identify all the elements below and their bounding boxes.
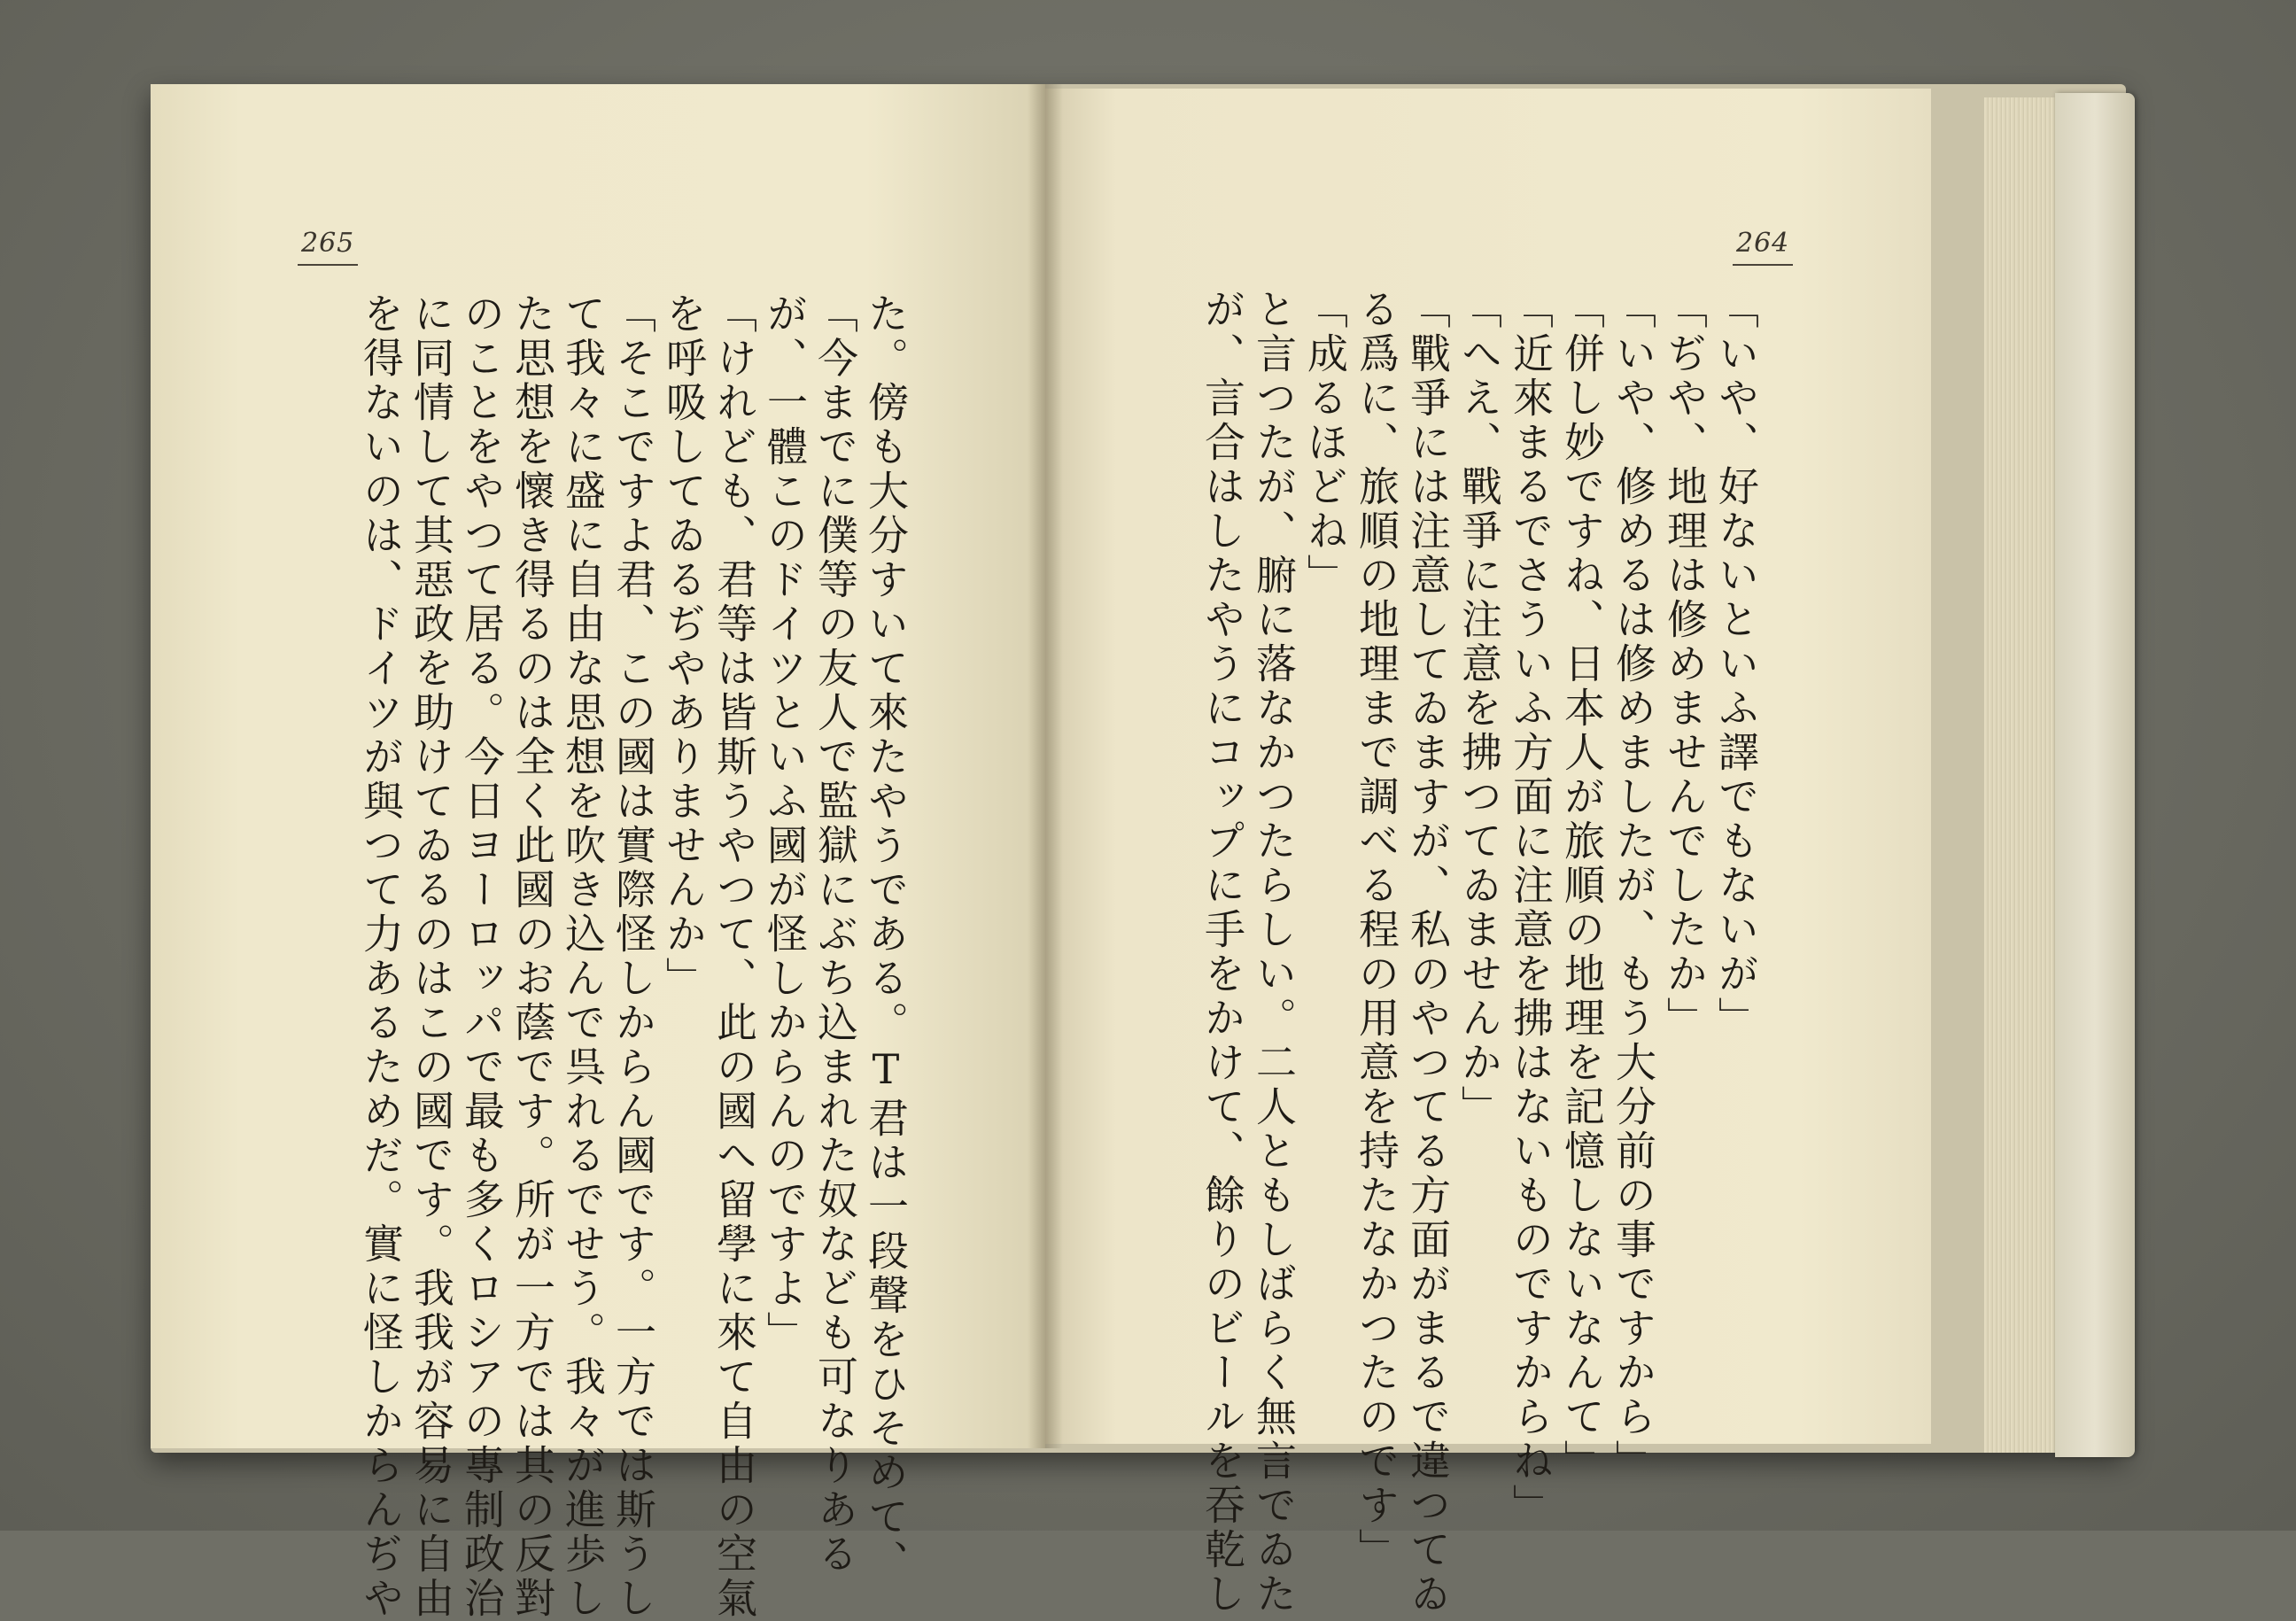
text-line: 「近來まるでさういふ方面に注意を拂はないものですからね」 bbox=[1507, 288, 1555, 1528]
right-page bbox=[1045, 89, 1931, 1617]
back-board bbox=[2055, 93, 2135, 1457]
text-line: た。傍も大分すいて來たやうである。T君は一段聲をひそめて、 bbox=[862, 292, 910, 1584]
text-line: 「いや、修めるは修めましたが、もう大分前の事ですから」 bbox=[1610, 288, 1657, 1484]
text-line: 「戰爭には注意してゐますが、私のやつてる方面がまるで違つてゐ bbox=[1404, 288, 1452, 1617]
right-page-number: 264 bbox=[1736, 228, 1790, 259]
text-line: て我々に盛に自由な思想を吹き込んで呉れるでせう。我々が進歩し bbox=[559, 292, 607, 1621]
text-line: を呼吸してゐるぢやありませんか」 bbox=[660, 292, 708, 1001]
text-line: を得ないのは、ドイツが與つて力あるためだ。實に怪しからんぢや bbox=[357, 292, 405, 1621]
text-line: のことをやつて居る。今日ヨーロッパで最も多くロシアの專制政治 bbox=[458, 292, 506, 1621]
text-line: 「併し妙ですね、日本人が旅順の地理を記憶しないなんて」 bbox=[1558, 288, 1606, 1484]
text-line: 「ぢや、地理は修めませんでしたか」 bbox=[1661, 288, 1709, 1041]
text-line: 「へえ、戰爭に注意を拂つてゐませんか」 bbox=[1455, 288, 1503, 1129]
book-gutter bbox=[1028, 84, 1063, 1448]
text-line: と言つたが、腑に落なかつたらしい。二人ともしばらく無言でゐた bbox=[1250, 288, 1298, 1617]
text-line: に同情して其惡政を助けてゐるのはこの國です。我我が容易に自由 bbox=[407, 292, 455, 1621]
open-book bbox=[151, 84, 2135, 1621]
text-line: る爲に、旅順の地理まで調べる程の用意を持たなかつたのです」 bbox=[1353, 288, 1400, 1572]
left-page-number: 265 bbox=[301, 228, 355, 259]
text-line: 「けれども、君等は皆斯うやつて、此の國へ留學に來て自由の空氣 bbox=[710, 292, 758, 1621]
text-line: 「成るほどね」 bbox=[1301, 288, 1349, 598]
text-line: が、言合はしたやうにコップに手をかけて、餘りのビールを吞乾し bbox=[1198, 288, 1246, 1617]
text-line: が、一體このドイツといふ國が怪しからんのですよ」 bbox=[761, 292, 809, 1355]
text-line: 「今までに僕等の友人で監獄にぶち込まれた奴なども可なりある bbox=[811, 292, 859, 1577]
text-line: 「いや、好ないといふ譯でもないが」 bbox=[1712, 288, 1760, 1041]
left-page bbox=[151, 84, 1045, 1621]
text-line: 「そこですよ君、この國は實際怪しからん國です。一方では斯うし bbox=[609, 292, 657, 1621]
text-line: た思想を懷き得るのは全く此國のお蔭です。所が一方では其の反對 bbox=[508, 292, 556, 1621]
